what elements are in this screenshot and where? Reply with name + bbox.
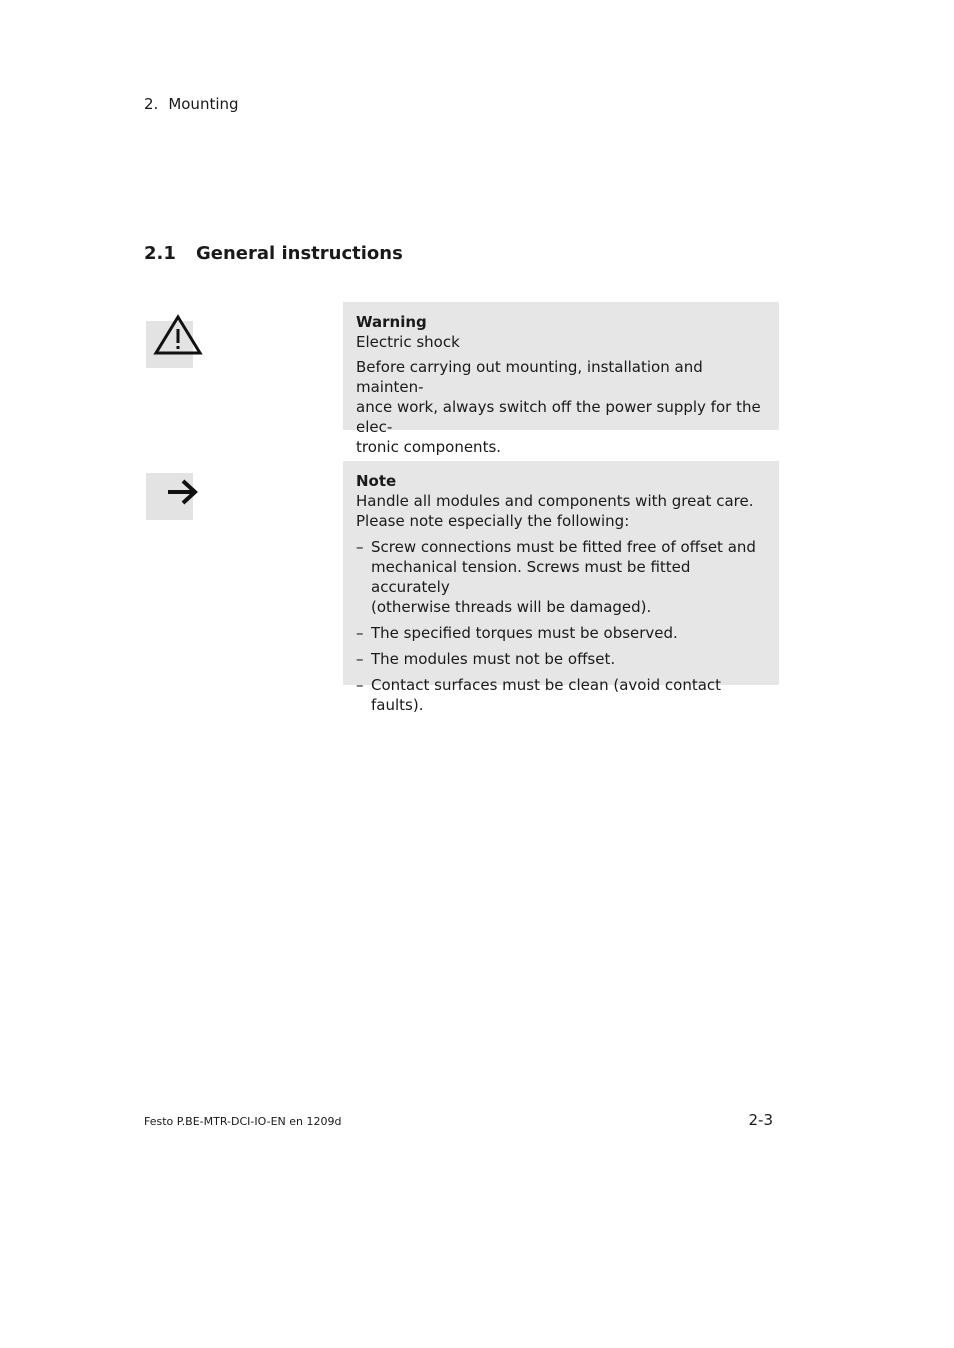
warning-body-line: Before carrying out mounting, installation and mainten- [356,358,703,396]
footer-document-id: Festo P.BE-MTR-DCI-IO-EN en 1209d [144,1115,342,1128]
note-callout [343,461,779,714]
note-bullet-list [356,537,769,715]
section-number: 2.1 [144,243,176,264]
note-bullet-item [356,537,769,617]
note-bullet-item [356,675,769,715]
bullet-marker: – [356,538,364,556]
chapter-title: Mounting [168,95,239,113]
warning-title: Warning [356,313,427,331]
section-heading [144,242,403,266]
note-bullet-item [356,623,769,643]
bullet-line: Contact surfaces must be clean (avoid contact faults). [371,676,722,714]
note-line: Handle all modules and components with great care. [356,492,754,510]
note-bullet-item [356,649,769,669]
bullet-marker: – [356,624,364,642]
warning-icon-box [146,321,193,368]
warning-subtitle: Electric shock [356,333,460,351]
warning-body-line: tronic components. [356,438,502,456]
arrow-right-icon [167,478,201,506]
bullet-line: The modules must not be offset. [371,650,616,668]
warning-body [356,357,769,457]
footer-page-number: 2-3 [748,1111,773,1129]
bullet-line: Screw connections must be fitted free of offset and [371,538,756,556]
warning-body-line: ance work, always switch off the power supply for the elec- [356,398,761,436]
running-header [144,94,239,114]
bullet-line: mechanical tension. Screws must be fitted accurately [371,558,691,596]
warning-callout [343,302,779,456]
bullet-marker: – [356,676,364,694]
note-icon-box [146,473,193,520]
chapter-number: 2. [144,95,159,113]
bullet-line: (otherwise threads will be damaged). [371,598,652,616]
bullet-line: The specified torques must be observed. [371,624,678,642]
warning-triangle-icon [155,315,203,355]
note-line: Please note especially the following: [356,512,630,530]
note-title: Note [356,472,397,490]
bullet-marker: – [356,650,364,668]
section-title: General instructions [196,243,403,264]
